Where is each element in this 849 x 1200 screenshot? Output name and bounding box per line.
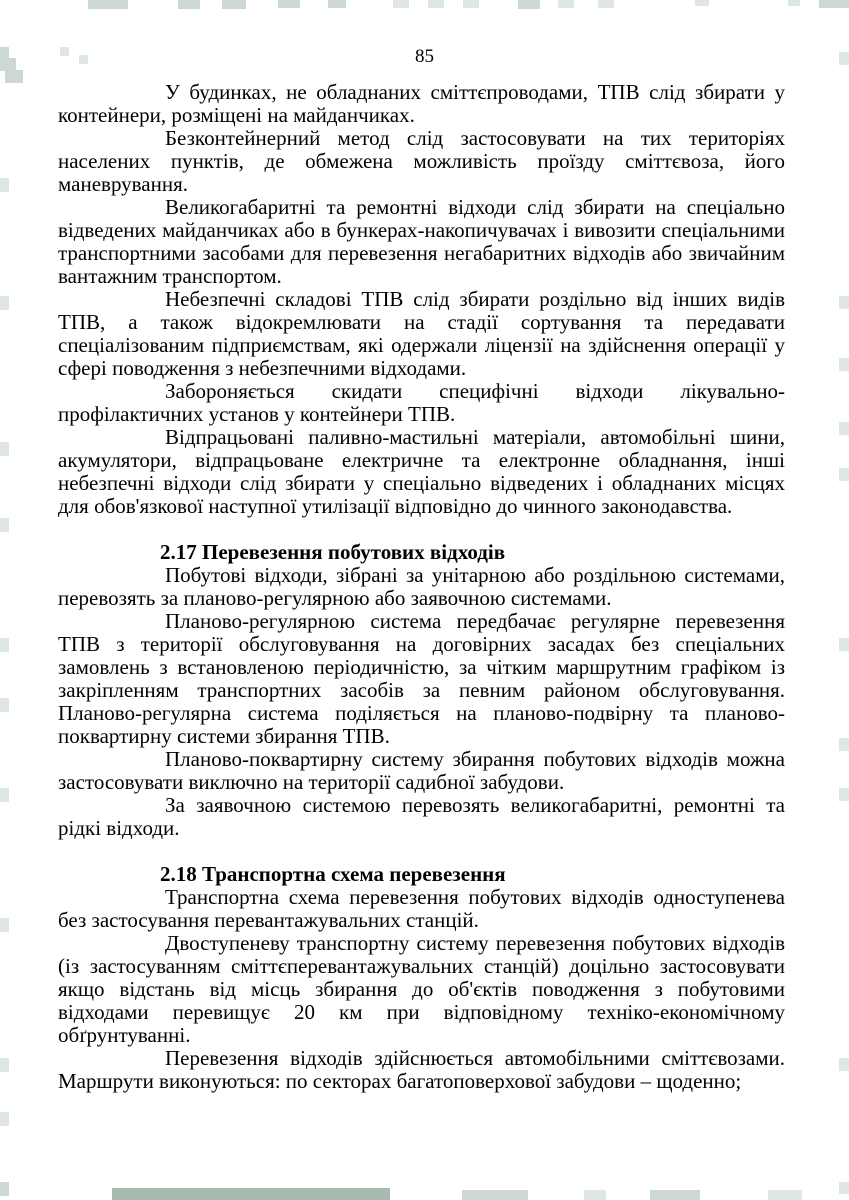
scan-artifact [0,698,9,712]
scan-artifact [60,47,69,56]
scan-artifact [0,518,9,532]
scan-artifact [0,638,9,652]
scan-artifact [0,442,9,456]
page-content [58,81,785,1093]
scan-artifact [695,0,709,6]
section-heading: 2.17 Перевезення побутових відходів [160,540,506,564]
scan-artifact [839,638,849,651]
scan-artifact [88,0,128,9]
scan-artifact [462,1190,528,1200]
scan-artifact [0,918,9,932]
paragraph: Великогабаритні та ремонтні відходи слід збирати на спеціально відведених майданчиках або в бункерах-накопичувачах і вивозити спеціальними транспортними засобами для перевезення негабаритних відходів або звичайним вантажним транспортом. [58,195,785,288]
scan-artifact [839,468,849,481]
scan-artifact [518,0,540,9]
scan-artifact [0,1112,9,1126]
scan-artifact [0,788,9,802]
scan-artifact [650,1190,700,1200]
scan-artifact [278,0,300,8]
scan-artifact [178,0,200,9]
scan-artifact [0,296,9,310]
scan-artifact [839,738,849,751]
paragraph: Побутові відходи, зібрані за унітарною або роздільною системами, перевозять за планово-регулярною або заявочною системами. [58,563,785,610]
scan-artifact [839,52,849,65]
paragraph: Небезпечні складові ТПВ слід збирати роздільно від інших видів ТПВ, а також відокремлювати на стадії сортування та передавати спеціалізованим підприємствам, які одержали ліцензії на здійснення операції у сфері поводження з небезпечними відходами. [58,287,785,380]
section-heading: 2.18 Транспортна схема перевезення [160,862,506,886]
scan-artifact [0,1058,9,1072]
paragraph: Транспортна схема перевезення побутових відходів одноступенева без застосування перевантажувальних станцій. [58,885,785,932]
scan-artifact [839,1182,849,1194]
paragraph: Забороняється скидати специфічні відходи лікувально-профілактичних установ у контейнери ТПВ. [58,379,785,426]
scan-artifact [788,0,800,6]
scan-artifact [79,55,88,64]
paragraph: Відпрацьовані паливно-мастильні матеріали, автомобільні шини, акумулятори, відпрацьоване електричне та електронне обладнання, інші небезпечні відходи слід збирати у спеціально відведених і обладнаних місцях для обов'язкової наступної утилізації відповідно до чинного законодавства. [58,425,785,518]
scan-artifact [839,296,849,309]
scan-artifact [393,0,409,8]
scan-artifact [5,70,23,83]
scan-artifact [222,0,246,9]
scan-artifact [839,422,849,435]
scan-artifact [839,788,849,801]
paragraph: За заявочною системою перевозять великогабаритні, ремонтні та рідкі відходи. [58,793,785,840]
scan-artifact [839,358,849,371]
paragraph: Безконтейнерний метод слід застосовувати на тих територіях населених пунктів, де обмежена можливість проїзду сміттєвоза, його маневрування. [58,126,785,196]
page-number: 85 [415,46,434,67]
scan-artifact [328,0,346,8]
scan-artifact [0,1182,9,1196]
scan-artifact [428,0,444,8]
scan-artifact [839,1058,849,1071]
scan-artifact [584,1190,606,1200]
scan-artifact [768,1190,802,1200]
scan-artifact [558,0,574,8]
scan-artifact [463,0,479,8]
scan-artifact [819,0,849,8]
paragraph: Двоступеневу транспортну систему перевезення побутових відходів (із застосуванням сміттєперевантажувальних станцій) доцільно застосовувати якщо відстань від місць збирання до об'єктів поводження з побутовими відходами перевищує 20 км при відповідному техніко-економічному обґрунтуванні. [58,931,785,1047]
paragraph: Планово-поквартирну систему збирання побутових відходів можна застосовувати виключно на території садибної забудови. [58,747,785,794]
scan-artifact [0,178,9,192]
scan-artifact [112,1188,390,1200]
paragraph: У будинках, не обладнаних сміттєпроводами, ТПВ слід збирати у контейнери, розміщені на майданчиках. [58,80,785,127]
paragraph: Перевезення відходів здійснюється автомобільними сміттєвозами. Маршрути виконуються: по секторах багатоповерхової забудови – щоденно; [58,1046,785,1093]
scan-artifact [598,0,614,8]
paragraph: Планово-регулярною система передбачає регулярне перевезення ТПВ з території обслуговування на договірних засадах без спеціальних замовлень з встановленою періодичністю, за чітким маршрутним графіком із закріпленням транспортних засобів за певним районом обслуговування. Планово-регулярна система поділяється на планово-подвірну та планово-поквартирну системи збирання ТПВ. [58,609,785,748]
